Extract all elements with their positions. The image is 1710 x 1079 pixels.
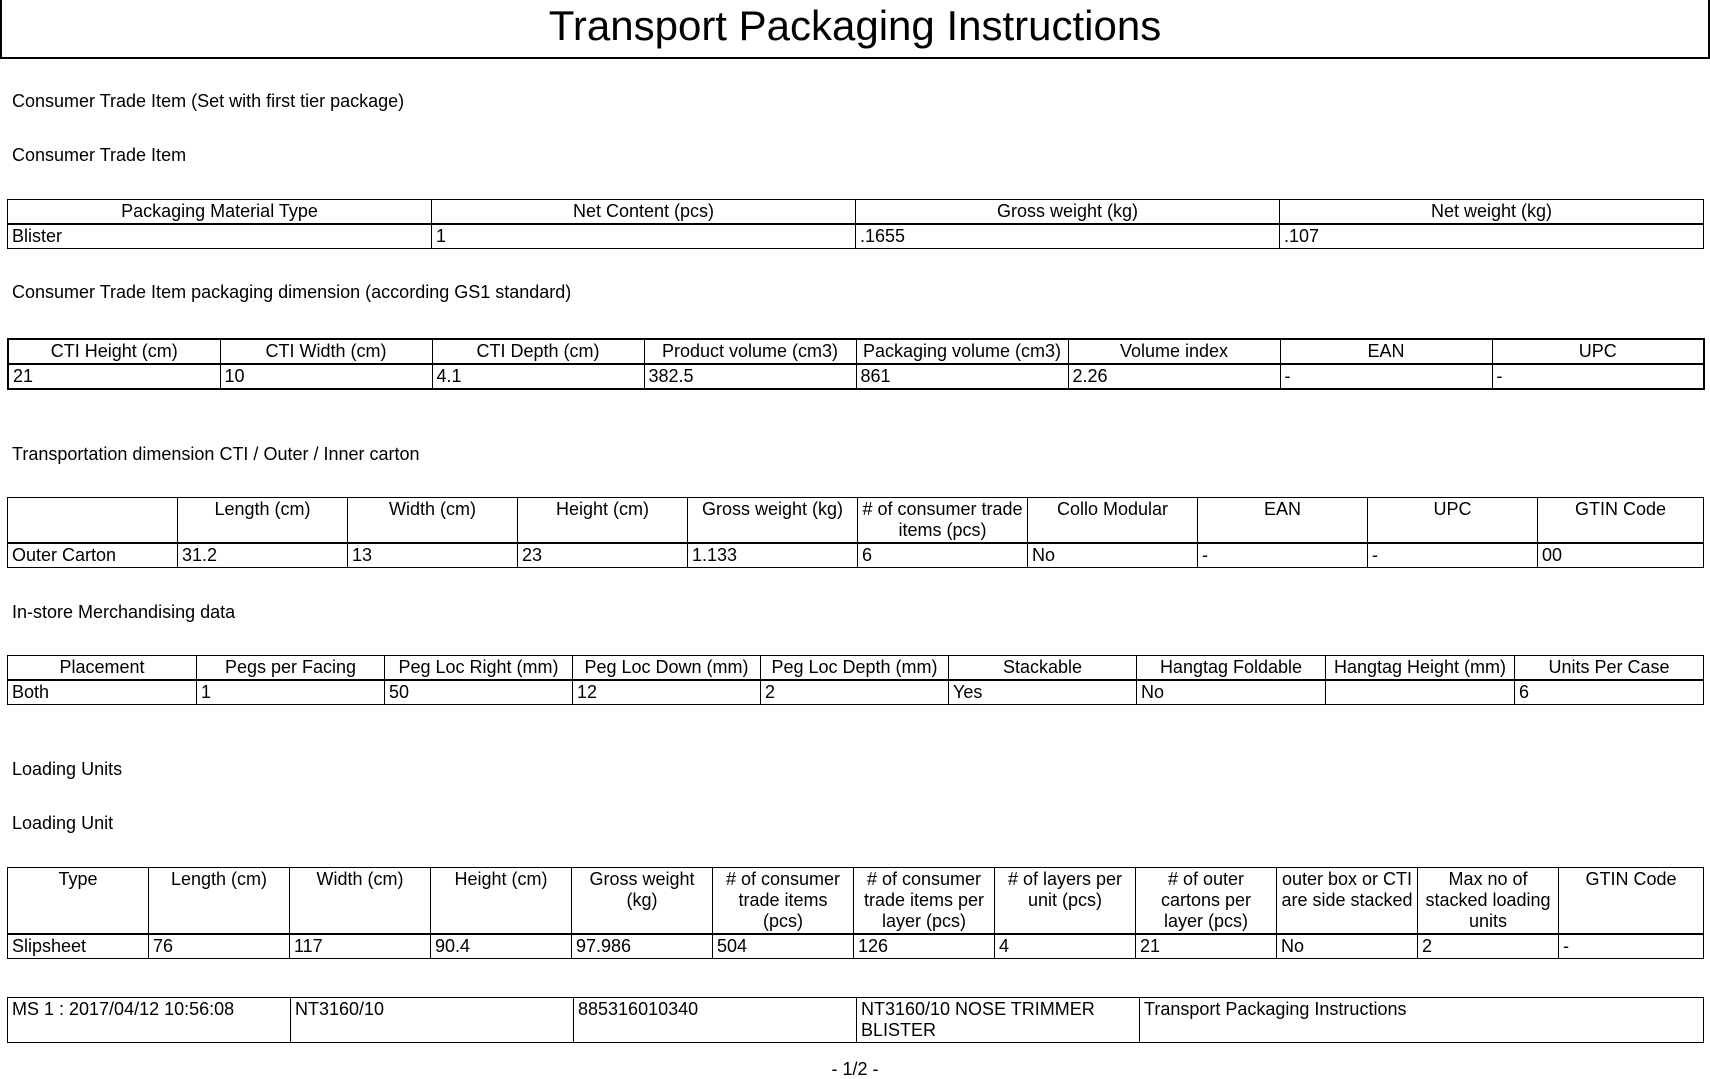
column-header: Gross weight (kg) <box>572 868 713 935</box>
column-header: Hangtag Foldable <box>1137 656 1326 681</box>
table-cell: - <box>1559 934 1704 959</box>
table-cell: - <box>1280 364 1492 389</box>
column-header: Gross weight (kg) <box>856 200 1280 225</box>
section-label-cti-dimension: Consumer Trade Item packaging dimension (according GS1 standard) <box>12 282 572 302</box>
column-header: Max no of stacked loading units <box>1418 868 1559 935</box>
table-cell: 117 <box>290 934 431 959</box>
column-header: Type <box>8 868 149 935</box>
column-header: Pegs per Facing <box>197 656 385 681</box>
column-header: UPC <box>1368 498 1538 544</box>
section-label-loading-units: Loading Units <box>12 759 123 779</box>
table-cell: 21 <box>8 364 220 389</box>
table-cell: 4 <box>995 934 1136 959</box>
table-cell: Yes <box>949 680 1137 705</box>
column-header: Packaging Material Type <box>8 200 432 225</box>
table-cell: 12 <box>573 680 761 705</box>
cti-dimension-table <box>7 338 1705 390</box>
ean-code: 885316010340 <box>574 998 857 1043</box>
column-header <box>8 498 178 544</box>
column-header: Net Content (pcs) <box>432 200 856 225</box>
column-header: Height (cm) <box>518 498 688 544</box>
section-label-instore: In-store Merchandising data <box>12 602 236 622</box>
table-cell: - <box>1492 364 1704 389</box>
table-cell: 6 <box>858 543 1028 568</box>
column-header: # of consumer trade items per layer (pcs) <box>854 868 995 935</box>
column-header: Packaging volume (cm3) <box>856 339 1068 364</box>
document-footer-table <box>7 997 1704 1043</box>
table-cell: Outer Carton <box>8 543 178 568</box>
column-header: # of consumer trade items (pcs) <box>713 868 854 935</box>
column-header: # of consumer trade items (pcs) <box>858 498 1028 544</box>
table-cell: 76 <box>149 934 290 959</box>
column-header: Length (cm) <box>178 498 348 544</box>
column-header: Peg Loc Depth (mm) <box>761 656 949 681</box>
column-header: Gross weight (kg) <box>688 498 858 544</box>
table-cell: .1655 <box>856 224 1280 249</box>
column-header: GTIN Code <box>1538 498 1704 544</box>
table-cell: Slipsheet <box>8 934 149 959</box>
column-header: Width (cm) <box>348 498 518 544</box>
table-cell: 126 <box>854 934 995 959</box>
column-header: EAN <box>1280 339 1492 364</box>
table-cell: - <box>1368 543 1538 568</box>
footer-row <box>8 998 1704 1043</box>
table-cell <box>1326 680 1515 705</box>
table-cell: 31.2 <box>178 543 348 568</box>
loading-unit-table <box>7 867 1704 959</box>
table-cell: No <box>1028 543 1198 568</box>
table-cell: .107 <box>1280 224 1704 249</box>
table-cell: 2.26 <box>1068 364 1280 389</box>
column-header: Volume index <box>1068 339 1280 364</box>
table-cell: 2 <box>761 680 949 705</box>
document-type: Transport Packaging Instructions <box>1140 998 1704 1043</box>
transportation-dimension-table <box>7 497 1704 568</box>
table-cell: 50 <box>385 680 573 705</box>
table-cell: - <box>1198 543 1368 568</box>
table-cell: No <box>1137 680 1326 705</box>
table-cell: Both <box>8 680 197 705</box>
page-number: - 1/2 - <box>831 1059 879 1079</box>
table-cell: 00 <box>1538 543 1704 568</box>
column-header: CTI Height (cm) <box>8 339 220 364</box>
table-cell: 4.1 <box>432 364 644 389</box>
table-cell: 382.5 <box>644 364 856 389</box>
table-cell: 23 <box>518 543 688 568</box>
product-description: NT3160/10 NOSE TRIMMER BLISTER <box>857 998 1140 1043</box>
table-header-row <box>8 656 1704 681</box>
section-label-cti-set: Consumer Trade Item (Set with first tier package) <box>12 91 405 111</box>
table-row <box>8 224 1704 249</box>
table-row <box>8 934 1704 959</box>
table-cell: 504 <box>713 934 854 959</box>
table-header-row <box>8 868 1704 935</box>
table-row <box>8 543 1704 568</box>
column-header: UPC <box>1492 339 1704 364</box>
column-header: Peg Loc Down (mm) <box>573 656 761 681</box>
consumer-trade-item-table <box>7 199 1704 249</box>
table-cell: 21 <box>1136 934 1277 959</box>
column-header: Width (cm) <box>290 868 431 935</box>
column-header: Placement <box>8 656 197 681</box>
revision-timestamp: MS 1 : 2017/04/12 10:56:08 <box>8 998 291 1043</box>
column-header: # of outer cartons per layer (pcs) <box>1136 868 1277 935</box>
table-cell: 90.4 <box>431 934 572 959</box>
column-header: Stackable <box>949 656 1137 681</box>
column-header: outer box or CTI are side stacked <box>1277 868 1418 935</box>
table-cell: 861 <box>856 364 1068 389</box>
table-row <box>8 680 1704 705</box>
table-cell: 1 <box>197 680 385 705</box>
column-header: Collo Modular <box>1028 498 1198 544</box>
column-header: Peg Loc Right (mm) <box>385 656 573 681</box>
column-header: CTI Depth (cm) <box>432 339 644 364</box>
column-header: Net weight (kg) <box>1280 200 1704 225</box>
column-header: EAN <box>1198 498 1368 544</box>
table-cell: 13 <box>348 543 518 568</box>
table-cell: Blister <box>8 224 432 249</box>
page-title: Transport Packaging Instructions <box>0 0 1710 59</box>
table-cell: No <box>1277 934 1418 959</box>
table-cell: 1 <box>432 224 856 249</box>
column-header: GTIN Code <box>1559 868 1704 935</box>
column-header: CTI Width (cm) <box>220 339 432 364</box>
table-header-row <box>8 339 1704 364</box>
product-code: NT3160/10 <box>291 998 574 1043</box>
table-row <box>8 364 1704 389</box>
table-cell: 6 <box>1515 680 1704 705</box>
table-header-row <box>8 498 1704 544</box>
column-header: Hangtag Height (mm) <box>1326 656 1515 681</box>
section-label-loading-unit: Loading Unit <box>12 813 114 833</box>
table-cell: 10 <box>220 364 432 389</box>
table-header-row <box>8 200 1704 225</box>
table-cell: 97.986 <box>572 934 713 959</box>
column-header: Height (cm) <box>431 868 572 935</box>
section-label-transportation: Transportation dimension CTI / Outer / Inner carton <box>12 444 420 464</box>
column-header: Product volume (cm3) <box>644 339 856 364</box>
column-header: # of layers per unit (pcs) <box>995 868 1136 935</box>
table-cell: 2 <box>1418 934 1559 959</box>
section-label-cti: Consumer Trade Item <box>12 145 187 165</box>
column-header: Units Per Case <box>1515 656 1704 681</box>
column-header: Length (cm) <box>149 868 290 935</box>
table-cell: 1.133 <box>688 543 858 568</box>
instore-merchandising-table <box>7 655 1704 705</box>
